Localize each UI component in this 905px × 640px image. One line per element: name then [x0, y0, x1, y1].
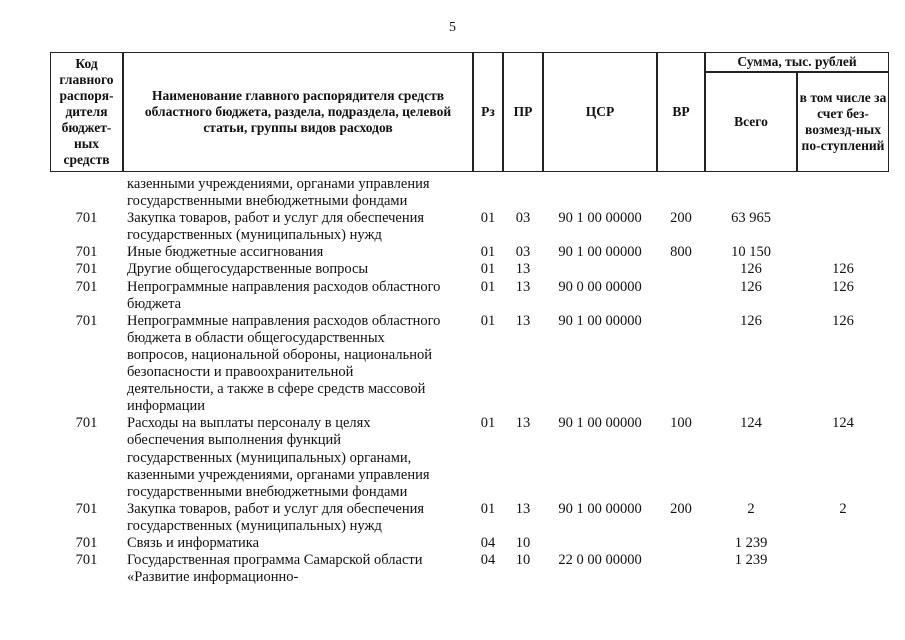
row-rz: 04 [480, 552, 496, 569]
header-sum: Сумма, тыс. рублей [705, 52, 889, 72]
header-vr: ВР [657, 52, 705, 172]
row-pr: 03 [515, 210, 531, 227]
row-total: 10 150 [731, 244, 771, 261]
table-row [0, 535, 905, 552]
header-csr: ЦСР [543, 52, 657, 172]
row-code: 701 [75, 210, 98, 227]
row-total: 126 [740, 278, 762, 295]
page-number: 5 [449, 20, 456, 35]
row-free: 126 [832, 278, 854, 295]
table-row [0, 501, 905, 535]
row-rz: 01 [480, 210, 496, 227]
row-code: 701 [75, 261, 98, 278]
row-total: 2 [747, 500, 755, 517]
row-total: 63 965 [731, 210, 771, 227]
header-total: Всего [705, 72, 797, 172]
row-csr: 90 1 00 00000 [558, 312, 642, 329]
row-code: 701 [75, 244, 98, 261]
row-free: 126 [832, 312, 854, 329]
row-pr: 10 [515, 534, 531, 551]
table-body [0, 176, 905, 586]
row-pr: 13 [515, 415, 531, 432]
header-name: Наименование главного распорядителя средств областного бюджета, раздела, подраздела, целевой статьи, группы видов расходов [123, 52, 473, 172]
row-rz: 01 [480, 312, 496, 329]
row-pr: 13 [515, 500, 531, 517]
header-rz: Рз [473, 52, 503, 172]
row-name: Непрограммные направления расходов областного бюджета в области общегосударственных вопросов, национальной обороны, национальной безопасности и правоохранительной деятельности, а также в сфере средств массовой информации [127, 312, 441, 415]
table-row [0, 261, 905, 278]
row-code: 701 [75, 278, 98, 295]
row-total: 1 239 [734, 534, 768, 551]
row-csr: 90 1 00 00000 [558, 210, 642, 227]
row-name: Связь и информатика [127, 534, 260, 551]
row-name: Государственная программа Самарской области «Развитие информационно- [127, 552, 423, 586]
row-total: 126 [740, 261, 762, 278]
table-row [0, 279, 905, 313]
row-name: Закупка товаров, работ и услуг для обеспечения государственных (муниципальных) нужд [127, 500, 425, 534]
row-pr: 03 [515, 244, 531, 261]
row-code: 701 [75, 552, 98, 569]
row-rz: 01 [480, 415, 496, 432]
row-csr: 90 1 00 00000 [558, 500, 642, 517]
row-total: 1 239 [734, 552, 768, 569]
table-row [0, 210, 905, 244]
header-free: в том числе за счет без-возмезд-ных по-ступлений [797, 72, 889, 172]
row-rz: 01 [480, 244, 496, 261]
table-row [0, 313, 905, 416]
row-code: 701 [75, 415, 98, 432]
row-free: 124 [832, 415, 854, 432]
row-name: казенными учреждениями, органами управления государственными внебюджетными фондами [127, 176, 430, 210]
row-total: 124 [740, 415, 762, 432]
table-row [0, 176, 905, 210]
row-free: 126 [832, 261, 854, 278]
row-pr: 13 [515, 312, 531, 329]
row-code: 701 [75, 534, 98, 551]
row-csr: 90 1 00 00000 [558, 415, 642, 432]
row-vr: 100 [670, 415, 692, 432]
table-row [0, 244, 905, 261]
row-csr: 90 0 00 00000 [558, 278, 642, 295]
row-code: 701 [75, 312, 98, 329]
row-csr: 90 1 00 00000 [558, 244, 642, 261]
row-name: Непрограммные направления расходов областного бюджета [127, 278, 441, 312]
row-csr: 22 0 00 00000 [558, 552, 642, 569]
row-name: Расходы на выплаты персоналу в целях обеспечения выполнения функций государственных (муниципальных) органами, казенными учреждениями, органами управления государственными внебюджетными фондами [127, 415, 430, 500]
row-rz: 01 [480, 500, 496, 517]
table-row [0, 552, 905, 586]
row-vr: 800 [670, 244, 692, 261]
header-code: Код главного распоря-дителя бюджет-ных средств [50, 52, 123, 172]
row-rz: 04 [480, 534, 496, 551]
table-row [0, 415, 905, 500]
row-name: Закупка товаров, работ и услуг для обеспечения государственных (муниципальных) нужд [127, 210, 425, 244]
row-code: 701 [75, 500, 98, 517]
row-pr: 13 [515, 278, 531, 295]
row-name: Иные бюджетные ассигнования [127, 244, 324, 261]
header-pr: ПР [503, 52, 543, 172]
row-total: 126 [740, 312, 762, 329]
row-vr: 200 [670, 500, 692, 517]
row-pr: 13 [515, 261, 531, 278]
row-name: Другие общегосударственные вопросы [127, 261, 369, 278]
row-rz: 01 [480, 278, 496, 295]
row-free: 2 [839, 500, 847, 517]
row-pr: 10 [515, 552, 531, 569]
row-vr: 200 [670, 210, 692, 227]
row-rz: 01 [480, 261, 496, 278]
